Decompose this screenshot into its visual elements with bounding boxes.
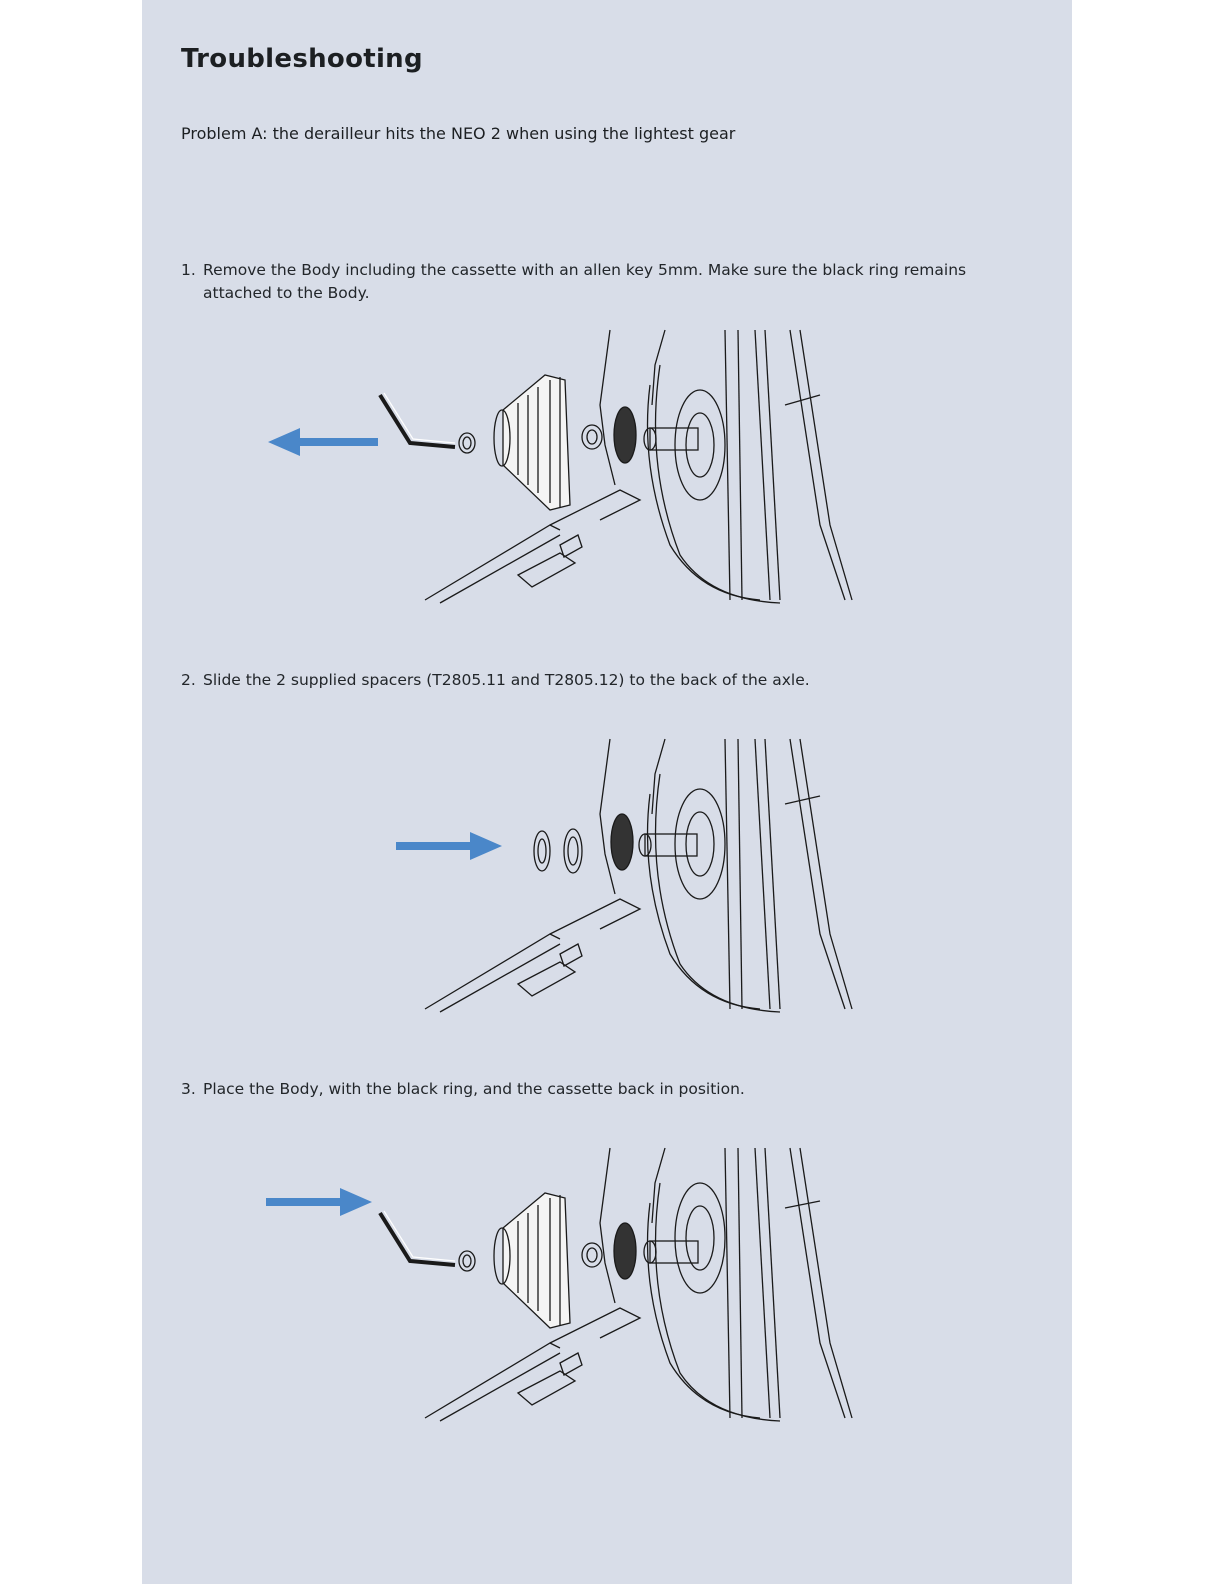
slide-spacers-illustration [260, 734, 860, 1014]
step-1 [181, 259, 1021, 305]
step-1-text: Remove the Body including the cassette with an allen key 5mm. Make sure the black ring remains attached to the Body. [203, 261, 967, 302]
step-3-number: 3. [181, 1080, 196, 1098]
figure-slide-spacers [260, 734, 860, 1014]
figure-remove-body [260, 325, 860, 605]
step-3-text: Place the Body, with the black ring, and the cassette back in position. [203, 1080, 745, 1098]
arrow-right-icon [396, 832, 502, 860]
step-2-text: Slide the 2 supplied spacers (T2805.11 and T2805.12) to the back of the axle. [203, 671, 810, 689]
remove-body-illustration [260, 325, 860, 605]
problem-heading: Problem A: the derailleur hits the NEO 2 when using the lightest gear [181, 124, 736, 143]
step-1-number: 1. [181, 261, 196, 279]
step-3 [181, 1078, 1021, 1101]
page-title: Troubleshooting [181, 44, 423, 74]
place-body-illustration [260, 1143, 860, 1423]
step-2 [181, 669, 1021, 692]
arrow-right-icon [266, 1188, 372, 1216]
step-2-number: 2. [181, 671, 196, 689]
figure-place-body [260, 1143, 860, 1423]
arrow-left-icon [268, 428, 378, 456]
